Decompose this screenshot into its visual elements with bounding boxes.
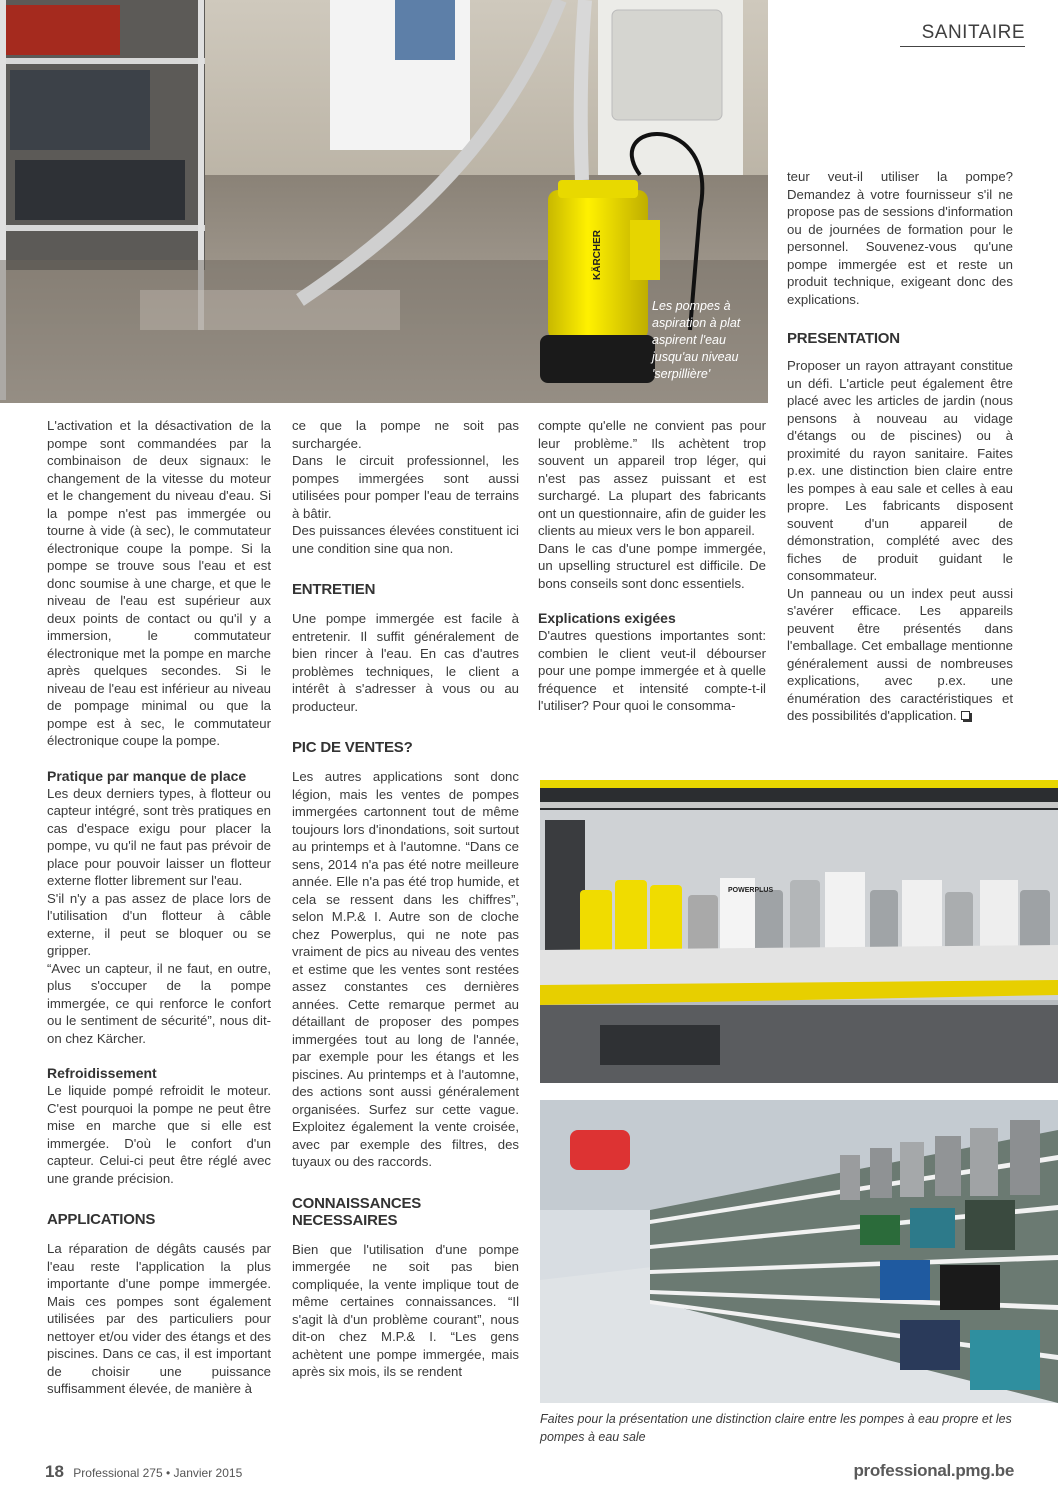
paragraph: teur veut-il utiliser la pompe? Demandez à votre fournisseur s'il ne propose pas de sessions d'information ou de journées de formation pour le personnel. Souvenez-vous qu'une pompe immergée est et reste un produit technique, exigeant donc des explications. bbox=[787, 169, 1013, 307]
paragraph: Des puissances élevées constituent ici une condition sine qua non. bbox=[292, 523, 519, 556]
magazine-issue: Professional 275 • Janvier 2015 bbox=[73, 1466, 243, 1480]
heading-pic-de-ventes: PIC DE VENTES? bbox=[292, 739, 413, 756]
photo-caption-top: Les pompes à aspiration à plat aspirent l'eau jusqu'au niveau 'serpillière' bbox=[652, 299, 741, 381]
heading-presentation: PRESENTATION bbox=[787, 330, 900, 347]
paragraph: Les deux derniers types, à flotteur ou capteur intégré, sont très pratiques en cas d'espace exigu pour placer la pompe, vu qu'il ne faut pas prévoir de place pour pouvoir laisser un flotteur externe flotter librement sur l'eau. bbox=[47, 785, 271, 888]
heading-pratique: Pratique par manque de place bbox=[47, 767, 247, 784]
heading-connaissances: CONNAISSANCES NECESSAIRES bbox=[292, 1194, 422, 1229]
photo-pump-display bbox=[540, 780, 1058, 1083]
paragraph: Les autres applications sont donc légion, mais les ventes de pompes immergées cartonnent tout de même toujours lors d'inondations, soit surtout au printemps et à l'automne. “Dans ce sens, 2014 n'a pas été notre meilleure année. Elle n'a pas été trop humide, et cela se ressent dans les chiffres”, selon M.P.& I. Autre son de cloche chez Powerplus, qui ne note pas vraiment de pics au niveau des ventes et estime que les ventes sont restées assez constantes ces dernières années. Cette remarque permet au détaillant de proposer des pompes immergées tout au long de l'année, par exemple pour les étangs et les piscines. Au printemps et à l'automne, des actions sont aussi généralement organisées. Surfez sur cette vague. Exploitez également la vente croisée, avec par exemple des filtres, des tuyaux ou des raccords. bbox=[292, 769, 519, 1169]
photo-caption-bottom: Faites pour la présentation une distinction claire entre les pompes à eau propre et les pompes à eau sale bbox=[540, 1412, 1012, 1444]
column-1 bbox=[47, 417, 271, 1398]
paragraph: Bien que l'utilisation d'une pompe immergée ne soit pas bien compliquée, la vente implique tout de même certaines connaissances. “Il s'agit là d'un problème courant”, nous dit-on chez M.P.& I. “Les gens achètent une pompe immergée, mais après six mois, ils se rendent bbox=[292, 1241, 519, 1379]
page-number: 18 bbox=[45, 1462, 64, 1481]
footer-website[interactable]: professional.pmg.be bbox=[853, 1461, 1014, 1480]
footer-left bbox=[45, 1462, 242, 1482]
heading-entretien: ENTRETIEN bbox=[292, 581, 376, 598]
column-4 bbox=[787, 168, 1013, 725]
paragraph: Dans le cas d'une pompe immergée, un upselling structurel est difficile. De bons conseils sont donc essentiels. bbox=[538, 540, 766, 591]
paragraph: Un panneau ou un index peut aussi s'avérer efficace. Les appareils peuvent être présentés dans l'emballage. Cet emballage mentionne généralement aussi de nombreuses explications, avec p.ex. une énumération des caractéristiques et des possibilités d'application. bbox=[787, 585, 1013, 723]
heading-refroidissement: Refroidissement bbox=[47, 1065, 157, 1081]
paragraph: ce que la pompe ne soit pas surchargée. bbox=[292, 418, 519, 451]
paragraph: Une pompe immergée est facile à entretenir. Il suffit généralement de bien rincer à l'eau. En cas d'autres problèmes techniques, le client a intérêt à s'adresser à vous ou au producteur. bbox=[292, 611, 519, 714]
paragraph: Le liquide pompé refroidit le moteur. C'est pourquoi la pompe ne peut être mise en marche que si elle est immergée. D'où le confort d'un capteur. Celui-ci peut être réglé avec une grande précision. bbox=[47, 1083, 271, 1186]
paragraph: D'autres questions importantes sont: combien le client veut-il débourser pour une pompe immergée et à quelle fréquence et intensité compte-t-il l'utiliser? Pour quoi le consomma- bbox=[538, 628, 766, 713]
paragraph: S'il n'y a pas assez de place lors de l'utilisation d'un flotteur à câble externe, il peut se bloquer ou se gripper. bbox=[47, 890, 271, 958]
paragraph: “Avec un capteur, il ne faut, en outre, plus s'occuper de la pompe immergée, ce qui renforce le confort ou le sentiment de sécurité”, nous dit-on chez Kärcher. bbox=[47, 960, 271, 1046]
column-2 bbox=[292, 417, 519, 1381]
paragraph: Dans le circuit professionnel, les pompes immergées sont aussi utilisées pour pomper l'eau de terrains à bâtir. bbox=[292, 453, 519, 521]
paragraph: Proposer un rayon attrayant constitue un défi. L'article peut également être placé avec les articles de jardin (nous pensons à nouveau au vidage d'étangs ou de piscines) ou à proximité du rayon sanitaire. Faites p.ex. une distinction bien claire entre les pompes à eau sale et celles à eau propre. Les fabricants disposent souvent d'un appareil de démonstration, complété avec des fiches de produit guidant le consommateur. bbox=[787, 358, 1013, 583]
heading-explications: Explications exigées bbox=[538, 610, 676, 626]
paragraph: L'activation et la désactivation de la pompe sont commandées par la combinaison de deux signaux: le changement de la vitesse du moteur et le changement du niveau d'eau. Si la pompe n'est pas immergée ou tourne à vide (à sec), le commutateur électronique coupe la pompe. Si la pompe se trouve sous l'eau et est donc soumise à une charge, et que le niveau de l'eau est supérieur aux deux points de contact ou qu'il y a immersion, le commutateur électronique met la pompe en marche après quelques secondes. Si le niveau de l'eau est inférieur au niveau de pompage minimal ou que la pompe est à sec, le commutateur électronique coupe la pompe. bbox=[47, 418, 271, 748]
box-brand-label: POWERPLUS bbox=[728, 887, 774, 894]
column-3 bbox=[538, 417, 766, 715]
heading-applications: APPLICATIONS bbox=[47, 1211, 156, 1228]
paragraph: compte qu'elle ne convient pas pour leur problème.” Ils achètent trop souvent un appareil trop léger, qui n'est pas assez puissant et est surchargé. La plupart des fabricants ont un questionnaire, afin de guider les clients au mieux vers le bon appareil. bbox=[538, 418, 766, 538]
paragraph: La réparation de dégâts causés par l'eau reste l'application la plus importante d'une pompe immergée. Mais ces pompes sont également utilisées par des particuliers pour nettoyer et/ou vider des étangs et des piscines. Dans ce cas, il est important de choisir une puissance suffisamment élevée, de manière à bbox=[47, 1241, 271, 1396]
section-tag: SANITAIRE bbox=[900, 22, 1025, 47]
end-of-article-icon bbox=[961, 711, 970, 720]
photo-store-aisle bbox=[540, 1100, 1058, 1403]
pump-brand-label: KÄRCHER bbox=[592, 230, 603, 280]
